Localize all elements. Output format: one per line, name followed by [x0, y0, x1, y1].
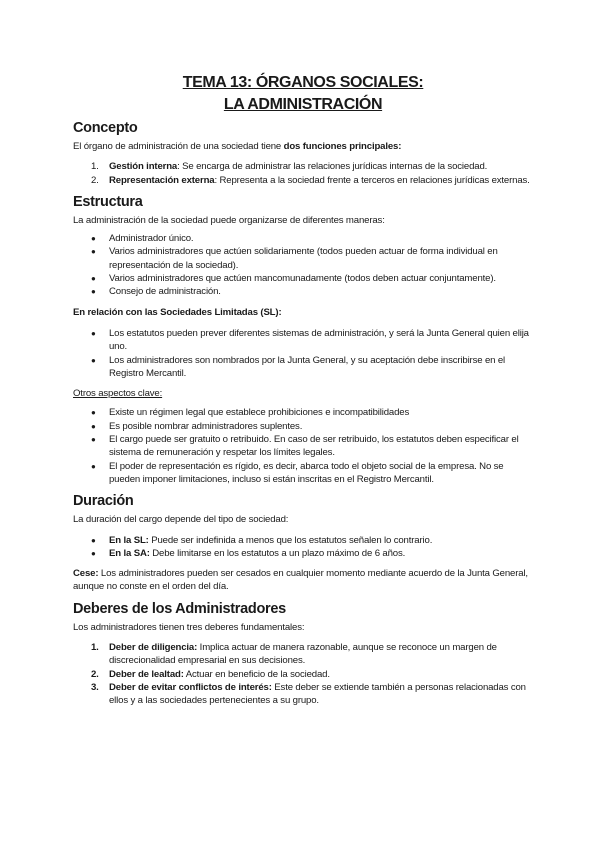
bullet-icon: ●: [91, 535, 96, 545]
duracion-list: [73, 534, 533, 561]
list-item: ● Varios administradores que actúen mancomunadamente (todos deben actuar conjuntamente).: [91, 273, 496, 285]
deberes-list: [73, 641, 533, 707]
list-item: 1. Deber de diligencia: Implica actuar de manera razonable, aunque se reconoce un margen de discrecionalidad empresarial en sus decisiones.: [91, 642, 497, 667]
bullet-icon: ●: [91, 274, 96, 284]
bullet-icon: ●: [91, 234, 96, 244]
bullet-icon: ●: [91, 287, 96, 297]
estructura-intro: La administración de la sociedad puede organizarse de diferentes maneras:: [73, 214, 385, 226]
list-item: ● Administrador único.: [91, 233, 194, 245]
list-item: ● En la SL: Puede ser indefinida a menos que los estatutos señalen lo contrario.: [91, 534, 433, 546]
heading-deberes: Deberes de los Administradores: [73, 600, 286, 617]
list-item: ● Existe un régimen legal que establece prohibiciones e incompatibilidades: [91, 407, 410, 419]
sl-list: [73, 327, 533, 380]
estructura-list: [73, 232, 533, 298]
list-item: ● Consejo de administración.: [91, 286, 221, 298]
deberes-intro: Los administradores tienen tres deberes fundamentales:: [73, 621, 305, 633]
bullet-icon: ●: [91, 461, 96, 471]
list-item: ● Es posible nombrar administradores suplentes.: [91, 420, 303, 432]
bullet-icon: ●: [91, 408, 96, 418]
list-item: ● Los estatutos pueden prever diferentes sistemas de administración, y será la Junta General quien elija uno.: [91, 327, 529, 353]
otros-heading: Otros aspectos clave:: [73, 388, 163, 400]
bullet-icon: ●: [91, 435, 96, 445]
otros-list: [73, 406, 533, 486]
bullet-icon: ●: [91, 328, 96, 338]
bullet-icon: ●: [91, 247, 96, 257]
concepto-list: [73, 160, 533, 187]
sl-heading: En relación con las Sociedades Limitadas (SL):: [73, 306, 282, 318]
cese-paragraph: Cese: Los administradores pueden ser cesados en cualquier momento mediante acuerdo de la Junta General, aunque no conste en el orden del día.: [73, 568, 528, 593]
heading-concepto: Concepto: [73, 120, 138, 136]
list-item: 2. Representación externa: Representa a la sociedad frente a terceros en relaciones jurídicas externas.: [91, 174, 530, 186]
bullet-icon: ●: [91, 548, 96, 558]
concepto-intro: El órgano de administración de una sociedad tiene dos funciones principales:: [73, 141, 402, 152]
duracion-intro: La duración del cargo depende del tipo de sociedad:: [73, 514, 289, 526]
list-item: ● Varios administradores que actúen solidariamente (todos pueden actuar de forma individual en representación de la sociedad).: [91, 246, 498, 271]
list-item: ● En la SA: Debe limitarse en los estatutos a un plazo máximo de 6 años.: [91, 547, 406, 559]
title-line-1: TEMA 13: ÓRGANOS SOCIALES:: [182, 74, 424, 91]
list-item: ● El poder de representación es rígido, es decir, abarca todo el objeto social de la empresa. No se pueden imponer limitaciones, incluso si están inscritas en el Registro Mercantil.: [91, 460, 504, 485]
list-item: ● El cargo puede ser gratuito o retribuido. En caso de ser retribuido, los estatutos deben especificar el sistema de remuneración y respetar los límites legales.: [91, 434, 519, 459]
list-item: 2. Deber de lealtad: Actuar en beneficio de la sociedad.: [91, 668, 330, 680]
list-item: 3. Deber de evitar conflictos de interés: Este deber se extiende también a personas relacionadas con ellos y a las sociedades pertenecientes a su grupo.: [91, 681, 526, 707]
bullet-icon: ●: [91, 421, 96, 431]
list-item: ● Los administradores son nombrados por la Junta General, y su aceptación debe inscribirse en el Registro Mercantil.: [91, 354, 505, 379]
list-item: 1. Gestión interna: Se encarga de administrar las relaciones jurídicas internas de la sociedad.: [91, 161, 488, 173]
document-page: [73, 72, 533, 708]
bullet-icon: ●: [91, 355, 96, 365]
heading-estructura: Estructura: [73, 193, 143, 210]
title-line-2: LA ADMINISTRACIÓN: [223, 96, 383, 113]
heading-duracion: Duración: [73, 493, 134, 510]
